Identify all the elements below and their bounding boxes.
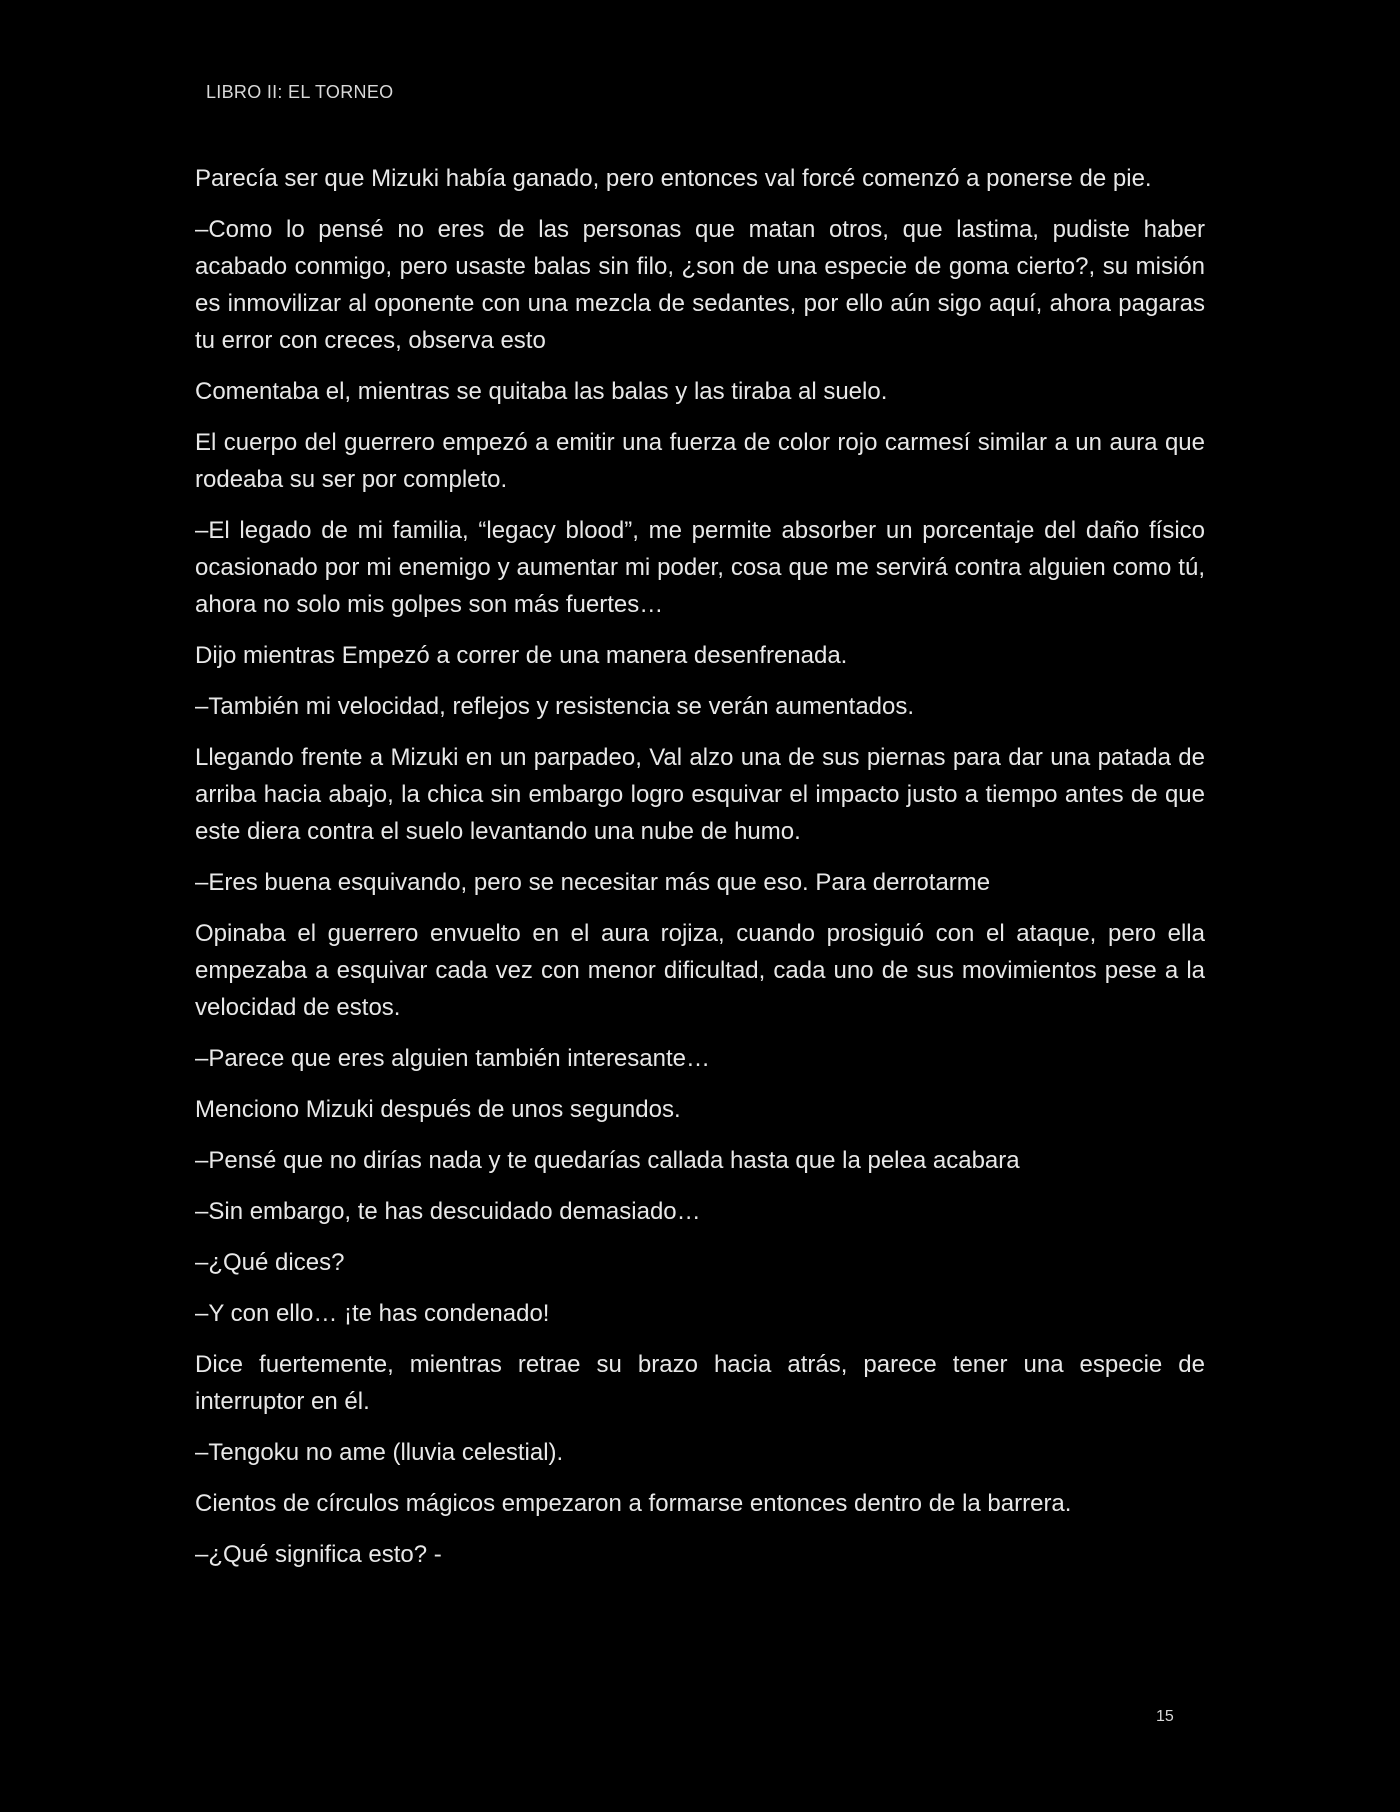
paragraph: –También mi velocidad, reflejos y resistencia se verán aumentados. [195, 693, 915, 720]
paragraph: Dijo mientras Empezó a correr de una manera desenfrenada. [195, 642, 848, 669]
paragraph: –Eres buena esquivando, pero se necesitar más que eso. Para derrotarme [195, 869, 991, 896]
paragraph: Llegando frente a Mizuki en un parpadeo, Val alzo una de sus piernas para dar una patada de arriba hacia abajo, la chica sin embargo logro esquivar el impacto justo a tiempo antes de que este diera contra el suelo levantando una nube de humo. [195, 744, 1205, 845]
paragraph: Parecía ser que Mizuki había ganado, pero entonces val forcé comenzó a ponerse de pie. [195, 165, 1152, 192]
paragraph: El cuerpo del guerrero empezó a emitir una fuerza de color rojo carmesí similar a un aura que rodeaba su ser por completo. [195, 429, 1205, 493]
running-header: LIBRO II: EL TORNEO [206, 82, 394, 102]
paragraph: Comentaba el, mientras se quitaba las balas y las tiraba al suelo. [195, 378, 888, 405]
body-text [195, 160, 1205, 1587]
paragraph: –Sin embargo, te has descuidado demasiado… [195, 1198, 701, 1225]
paragraph: Cientos de círculos mágicos empezaron a formarse entonces dentro de la barrera. [195, 1490, 1072, 1517]
page-number: 15 [1156, 1708, 1174, 1725]
paragraph: –Como lo pensé no eres de las personas que matan otros, que lastima, pudiste haber acabado conmigo, pero usaste balas sin filo, ¿son de una especie de goma cierto?, su misión es inmovilizar al oponente con una mezcla de sedantes, por ello aún sigo aquí, ahora pagaras tu error con creces, observa esto [195, 216, 1205, 354]
paragraph: –Tengoku no ame (lluvia celestial). [195, 1439, 564, 1466]
paragraph: Opinaba el guerrero envuelto en el aura rojiza, cuando prosiguió con el ataque, pero ella empezaba a esquivar cada vez con menor dificultad, cada uno de sus movimientos pese a la velocidad de estos. [195, 920, 1205, 1021]
paragraph: –¿Qué significa esto? - [195, 1541, 442, 1568]
paragraph: –El legado de mi familia, “legacy blood”, me permite absorber un porcentaje del daño físico ocasionado por mi enemigo y aumentar mi poder, cosa que me servirá contra alguien como tú, ahora no solo mis golpes son más fuertes… [195, 517, 1205, 618]
paragraph: –Parece que eres alguien también interesante… [195, 1045, 710, 1072]
paragraph: Dice fuertemente, mientras retrae su brazo hacia atrás, parece tener una especie de interruptor en él. [195, 1351, 1205, 1415]
paragraph: Menciono Mizuki después de unos segundos. [195, 1096, 681, 1123]
paragraph: –Y con ello… ¡te has condenado! [195, 1300, 550, 1327]
paragraph: –Pensé que no dirías nada y te quedarías callada hasta que la pelea acabara [195, 1147, 1020, 1174]
paragraph: –¿Qué dices? [195, 1249, 345, 1276]
